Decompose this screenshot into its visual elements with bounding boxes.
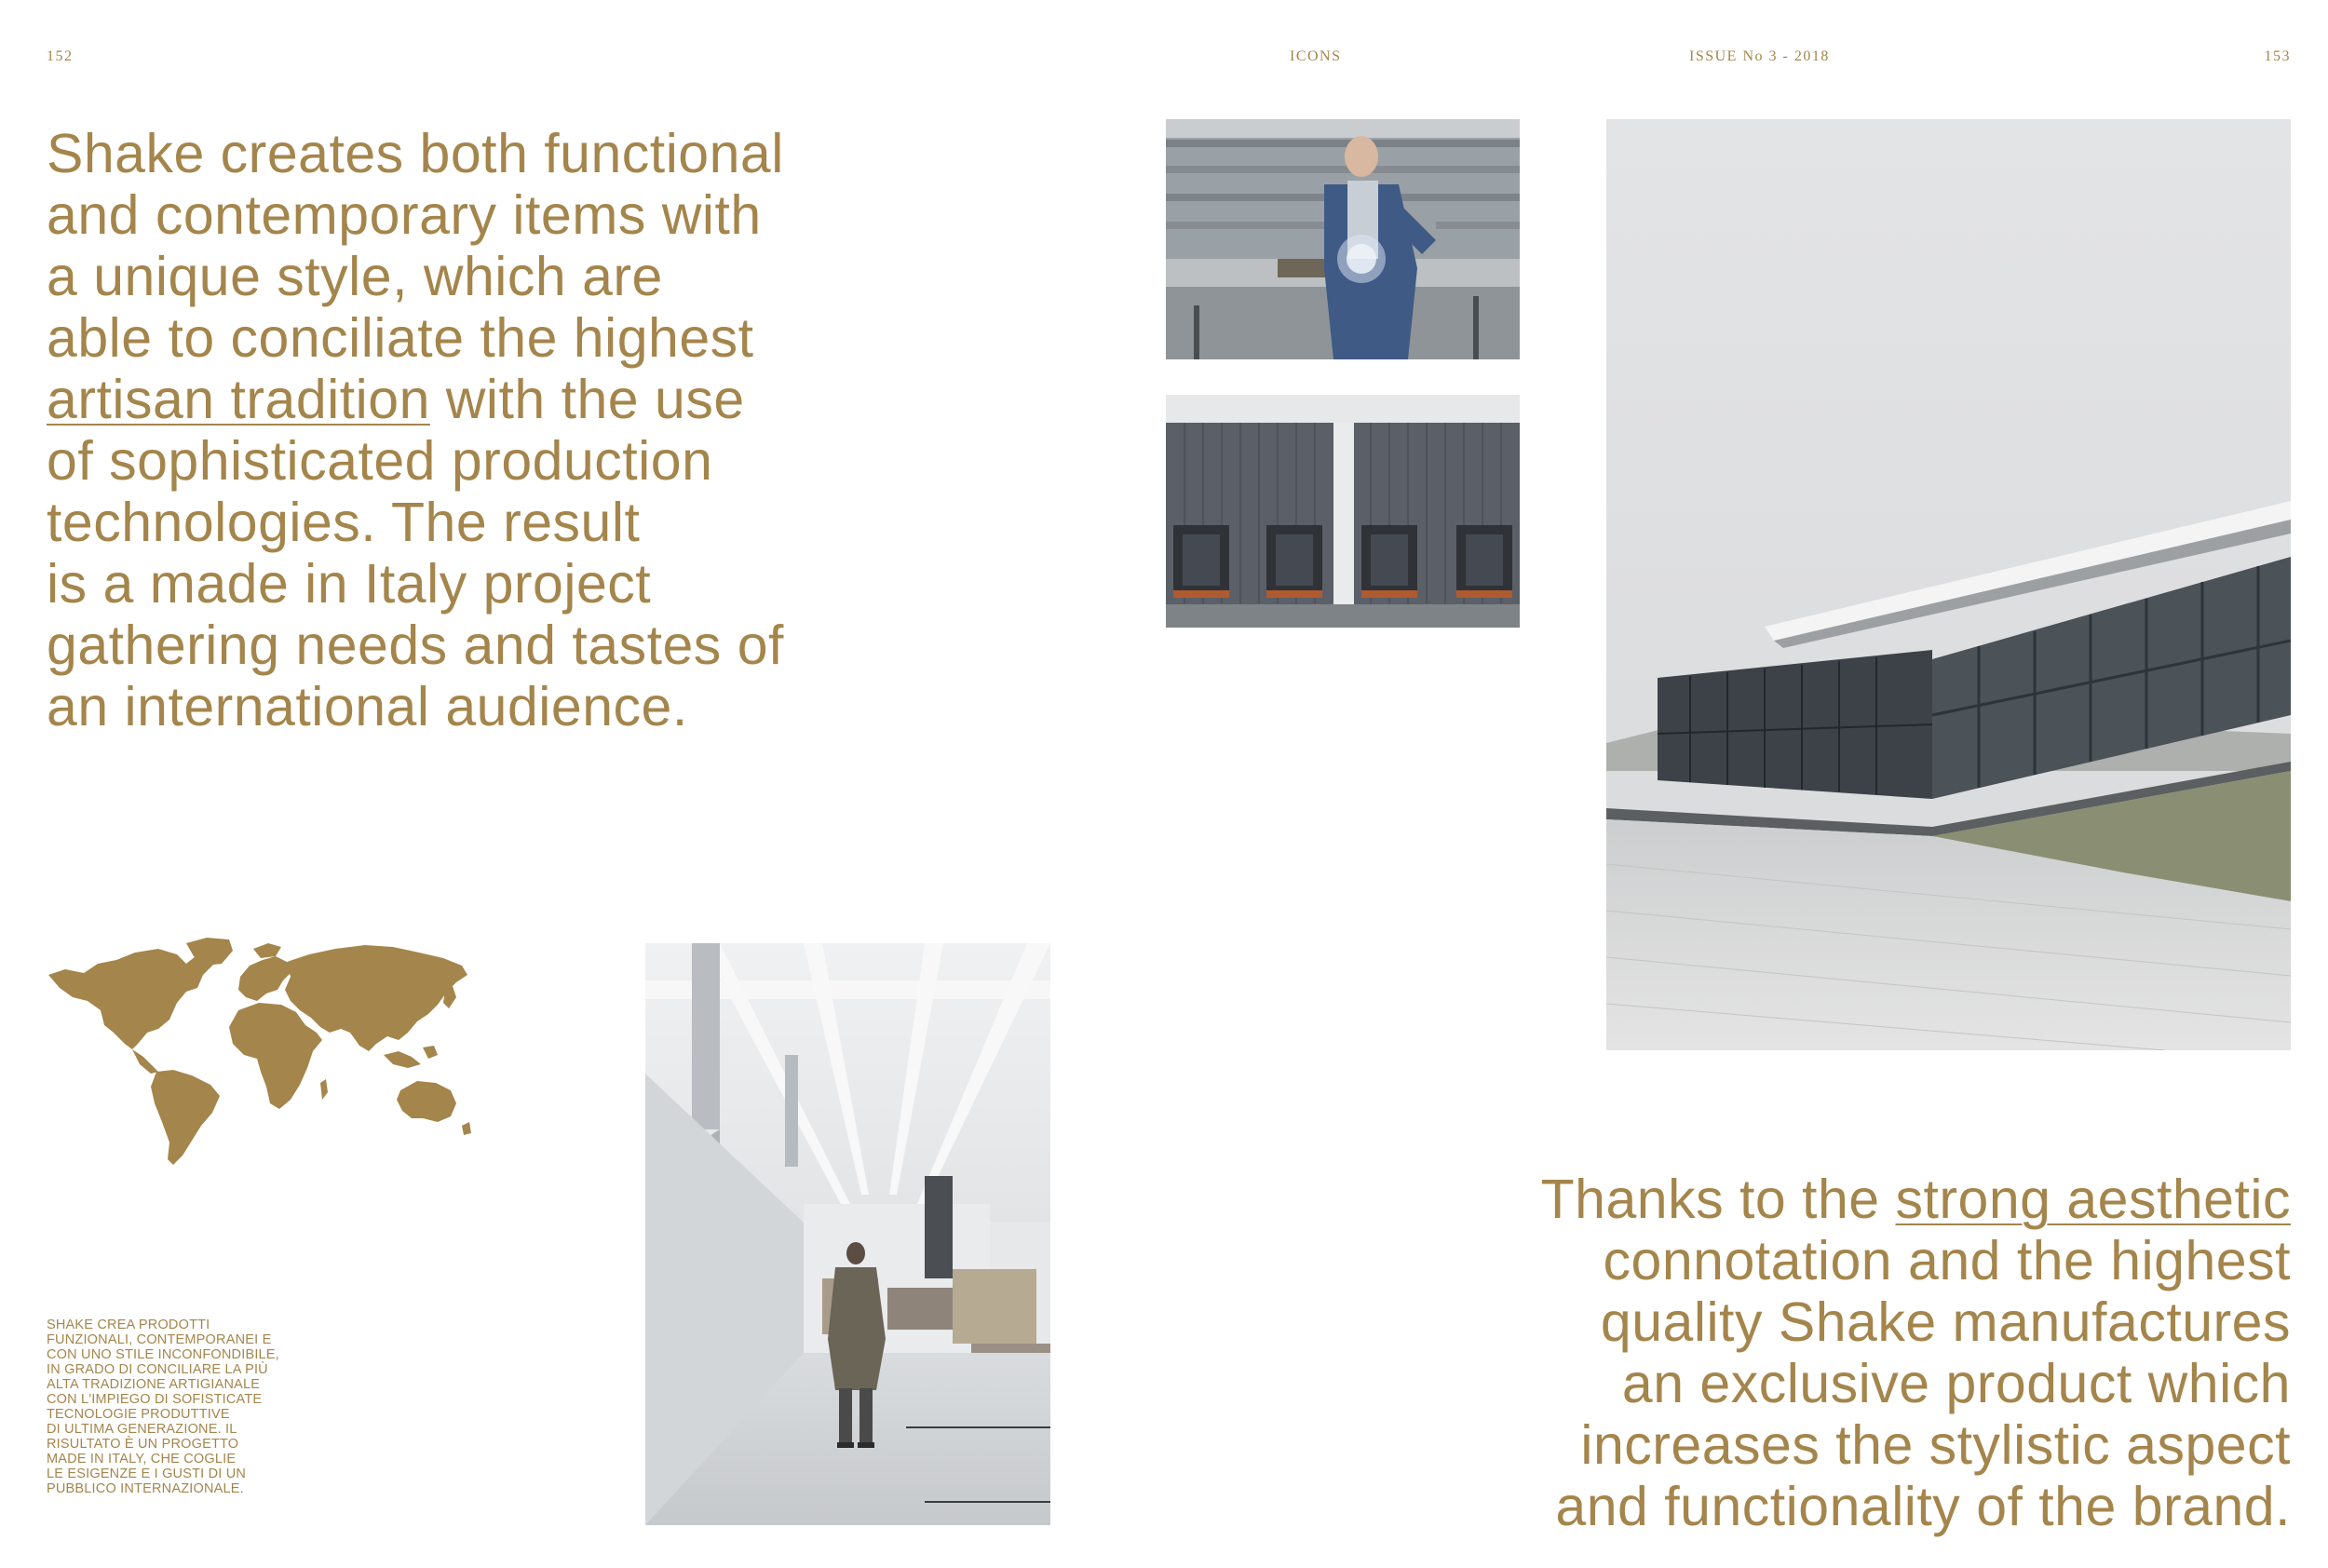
world-map-icon — [47, 936, 477, 1169]
caption-line: LE ESIGENZE E I GUSTI DI UN — [47, 1467, 247, 1481]
quote-line: gathering needs and tastes of — [47, 615, 784, 676]
caption-line: SHAKE CREA PRODOTTI — [47, 1318, 210, 1332]
caption-line: CON UNO STILE INCONFONDIBILE, — [47, 1347, 279, 1362]
caption-line: DI ULTIMA GENERAZIONE. IL — [47, 1422, 237, 1437]
welder-photo — [1166, 119, 1520, 359]
quote-line: quality Shake manufactures — [1600, 1291, 2291, 1353]
underlined-phrase: artisan tradition — [47, 369, 430, 430]
section-label: ICONS — [1290, 48, 1342, 64]
page-number-right: 153 — [2264, 48, 2291, 64]
issue-label: ISSUE No 3 - 2018 — [1689, 48, 1830, 64]
italian-caption — [47, 1318, 326, 1496]
warehouse-interior-photo — [645, 943, 1050, 1525]
quote-line: and functionality of the brand. — [1555, 1476, 2291, 1537]
quote-line: technologies. The result — [47, 492, 641, 553]
pull-quote-left — [47, 123, 784, 737]
caption-line: MADE IN ITALY, CHE COGLIE — [47, 1452, 237, 1467]
quote-line: Shake creates both functional — [47, 123, 784, 184]
quote-line-underlined — [47, 369, 784, 430]
quote-line: a unique style, which are — [47, 246, 663, 307]
quote-line: is a made in Italy project — [47, 553, 652, 615]
page-number-left: 152 — [47, 48, 74, 64]
underlined-phrase: strong aesthetic — [1895, 1169, 2291, 1230]
quote-line-rest: with the use — [429, 369, 745, 430]
caption-line: FUNZIONALI, CONTEMPORANEI E — [47, 1332, 272, 1347]
quote-line-start: Thanks to the — [1540, 1169, 1896, 1230]
quote-line: and contemporary items with — [47, 184, 762, 246]
caption-line: CON L'IMPIEGO DI SOFISTICATE — [47, 1392, 263, 1407]
caption-line: PUBBLICO INTERNAZIONALE. — [47, 1481, 244, 1496]
caption-line: IN GRADO DI CONCILIARE LA PIÙ — [47, 1362, 268, 1377]
quote-line: able to conciliate the highest — [47, 307, 754, 369]
quote-line: of sophisticated production — [47, 430, 713, 492]
quote-line: an international audience. — [47, 676, 688, 737]
quote-line: connotation and the highest — [1603, 1230, 2291, 1291]
pull-quote-right — [1453, 1169, 2291, 1537]
loading-docks-photo — [1166, 395, 1520, 628]
quote-line: increases the stylistic aspect — [1580, 1414, 2291, 1476]
caption-line: TECNOLOGIE PRODUTTIVE — [47, 1407, 230, 1422]
quote-line-underlined — [1453, 1169, 2291, 1230]
caption-line: ALTA TRADIZIONE ARTIGIANALE — [47, 1377, 261, 1392]
quote-line: an exclusive product which — [1621, 1353, 2291, 1414]
factory-building-photo — [1606, 119, 2291, 1050]
caption-line: RISULTATO È UN PROGETTO — [47, 1437, 239, 1452]
world-map-image — [47, 936, 477, 1169]
